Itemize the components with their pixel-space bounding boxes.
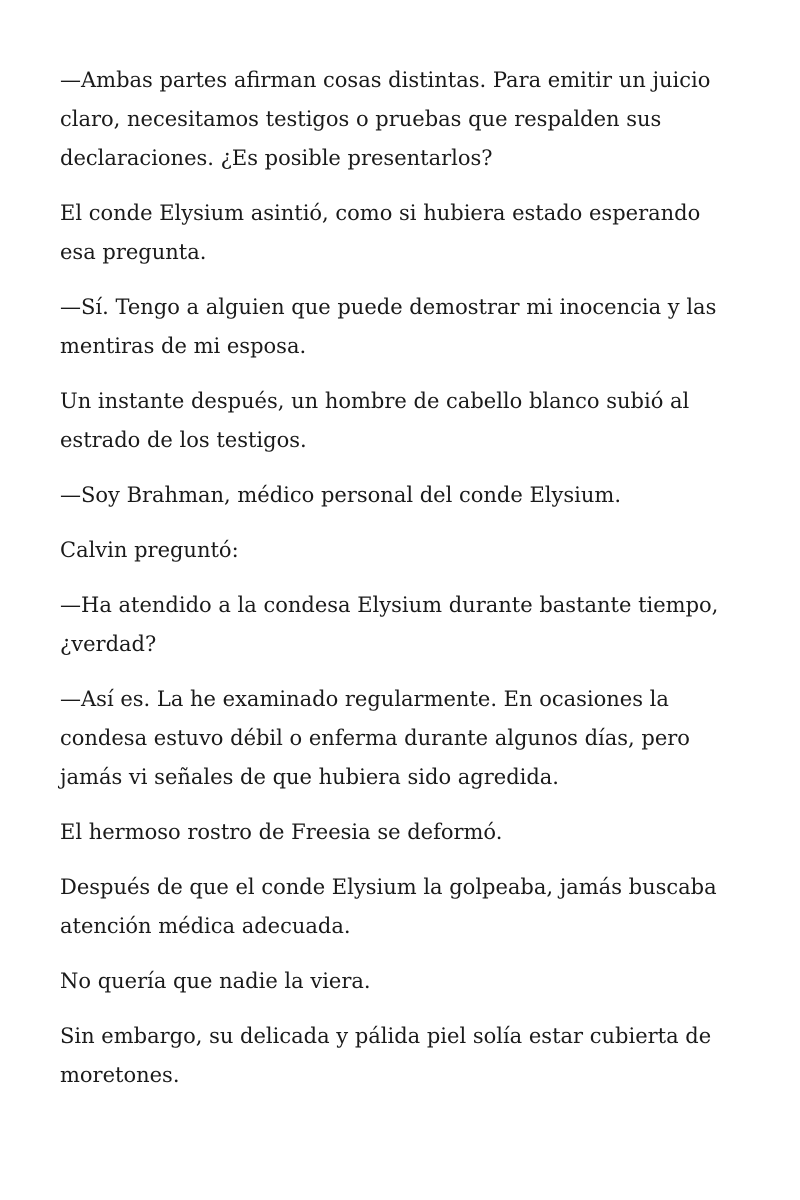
paragraph: El conde Elysium asintió, como si hubiera estado esperando esa pregunta. bbox=[60, 201, 701, 264]
paragraph: Un instante después, un hombre de cabello blanco subió al estrado de los testigos. bbox=[60, 389, 690, 452]
paragraph: No quería que nadie la viera. bbox=[60, 969, 371, 993]
paragraph: Calvin preguntó: bbox=[60, 538, 239, 562]
paragraph: —Soy Brahman, médico personal del conde Elysium. bbox=[60, 483, 621, 507]
paragraph: —Ambas partes afirman cosas distintas. Para emitir un juicio claro, necesitamos testigos o pruebas que respalden sus declaraciones. ¿Es posible presentarlos? bbox=[60, 68, 711, 170]
paragraph: Sin embargo, su delicada y pálida piel solía estar cubierta de moretones. bbox=[60, 1024, 712, 1087]
paragraph: —Sí. Tengo a alguien que puede demostrar mi inocencia y las mentiras de mi esposa. bbox=[60, 295, 717, 358]
paragraph: —Así es. La he examinado regularmente. En ocasiones la condesa estuvo débil o enferma durante algunos días, pero jamás vi señales de que hubiera sido agredida. bbox=[60, 687, 690, 789]
paragraph: El hermoso rostro de Freesia se deformó. bbox=[60, 820, 503, 844]
paragraph: Después de que el conde Elysium la golpeaba, jamás buscaba atención médica adecuada. bbox=[60, 875, 717, 938]
paragraph: —Ha atendido a la condesa Elysium durante bastante tiempo, ¿verdad? bbox=[60, 593, 719, 656]
